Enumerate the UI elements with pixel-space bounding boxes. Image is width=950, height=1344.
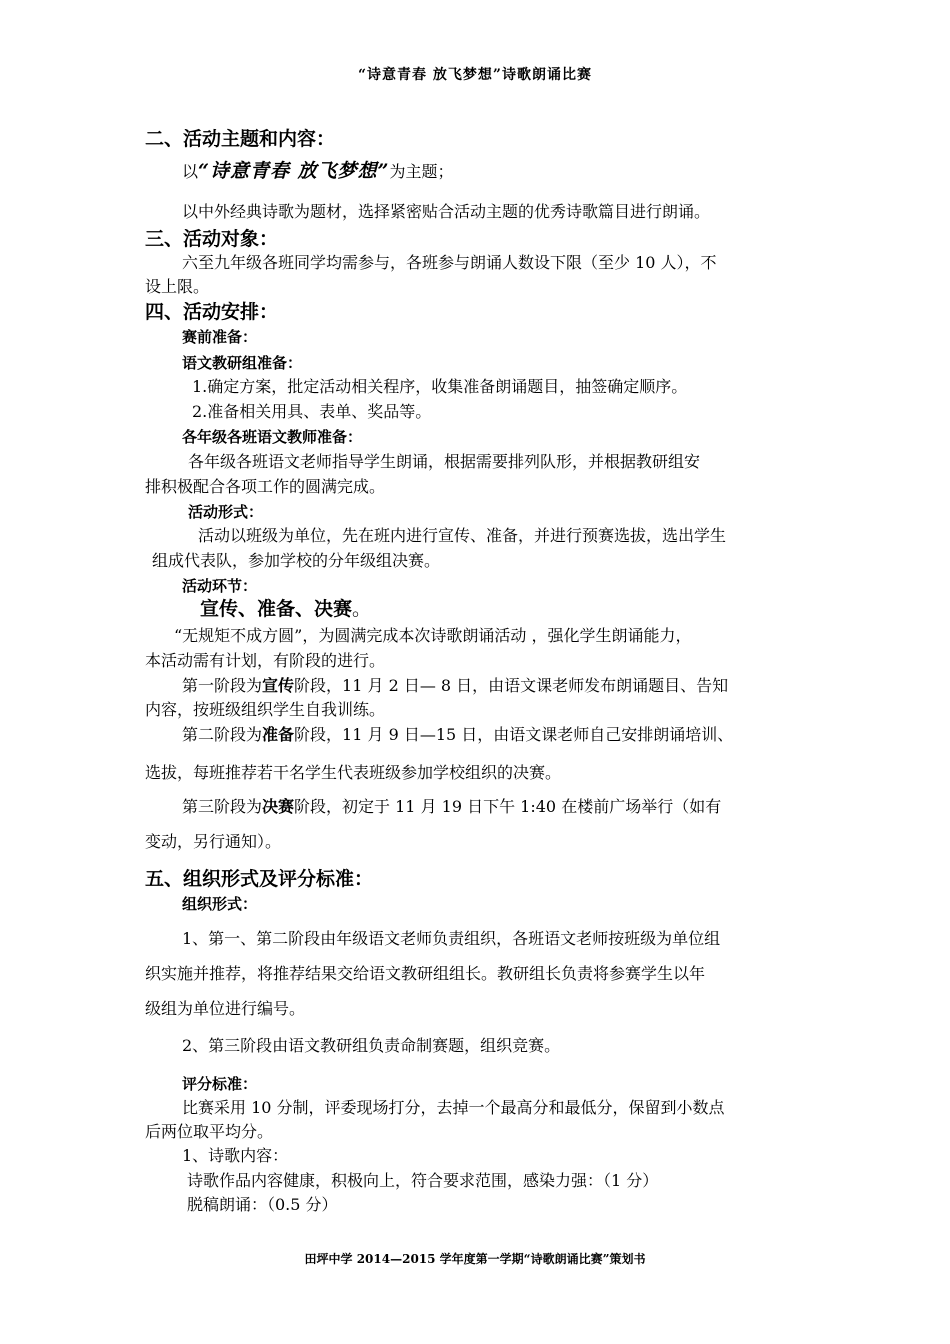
audience-line-2: 设上限。 — [145, 277, 210, 296]
teacher-prep-heading: 各年级各班语文教师准备： — [182, 428, 363, 446]
activity-steps-title — [200, 598, 371, 621]
theme-prefix: 以 — [182, 162, 199, 181]
org-2-line: 2、第三阶段由语文教研组负责命制赛题，组织竞赛。 — [182, 1036, 561, 1055]
rule-line-2: 本活动需有计划，有阶段的进行。 — [145, 651, 386, 670]
stage-3-detail: 阶段，初定于 11 月 19 日下午 1:40 在楼前广场举行（如有 — [294, 797, 722, 816]
page-footer: 田坪中学 2014—2015 学年度第一学期“诗歌朗诵比赛”策划书 — [304, 1252, 646, 1266]
stage-3-line-1 — [182, 796, 721, 818]
group-item-1: 1.确定方案，批定活动相关程序，收集准备朗诵题目，抽签确定顺序。 — [192, 377, 688, 396]
org-form-heading: 组织形式： — [182, 895, 258, 913]
scoring-item-1-line-1: 诗歌作品内容健康，积极向上，符合要求范围，感染力强：（1 分） — [187, 1171, 659, 1190]
org-1-line-3: 级组为单位进行编号。 — [145, 999, 306, 1018]
stage-1-key: 宣传 — [262, 676, 295, 695]
stage-2-prefix: 第二阶段为 — [182, 725, 263, 744]
activity-form-line-1: 活动以班级为单位，先在班内进行宣传、准备，并进行预赛选拔，选出学生 — [198, 526, 727, 545]
scoring-item-1-line-2: 脱稿朗诵：（0.5 分） — [187, 1195, 338, 1214]
scoring-heading: 评分标准： — [182, 1075, 258, 1093]
section-heading-audience: 三、活动对象： — [145, 228, 279, 250]
stage-2-line-2: 选拔，每班推荐若干名学生代表班级参加学校组织的决赛。 — [145, 763, 562, 782]
scoring-line-1: 比赛采用 10 分制，评委现场打分，去掉一个最高分和最低分，保留到小数点 — [182, 1098, 725, 1117]
stage-1-detail: 阶段，11 月 2 日— 8 日，由语文课老师发布朗诵题目、告知 — [294, 676, 729, 695]
activity-steps-heading: 活动环节： — [182, 577, 258, 595]
section-heading-theme: 二、活动主题和内容： — [145, 128, 336, 150]
stage-3-line-2: 变动，另行通知）。 — [145, 832, 282, 851]
theme-line — [182, 160, 454, 183]
theme-text: “诗意青春 放飞梦想” — [198, 160, 390, 182]
content-line: 以中外经典诗歌为题材，选择紧密贴合活动主题的优秀诗歌篇目进行朗诵。 — [182, 202, 711, 221]
group-prep-heading: 语文教研组准备： — [182, 354, 303, 372]
steps-title-period: 。 — [352, 598, 372, 620]
theme-suffix: 为主题； — [389, 162, 454, 181]
stage-1-prefix: 第一阶段为 — [182, 676, 263, 695]
org-1-line-2: 织实施并推荐，将推荐结果交给语文教研组组长。教研组长负责将参赛学生以年 — [145, 964, 706, 983]
stage-1-line-1 — [182, 675, 728, 697]
stage-3-key: 决赛 — [262, 797, 295, 816]
steps-title-text: 宣传、准备、决赛 — [200, 598, 353, 620]
prep-heading: 赛前准备： — [182, 328, 258, 346]
stage-3-prefix: 第三阶段为 — [182, 797, 263, 816]
teacher-prep-line-2: 排积极配合各项工作的圆满完成。 — [145, 477, 386, 496]
audience-line-1: 六至九年级各班同学均需参与，各班参与朗诵人数设下限（至少 10 人），不 — [182, 253, 717, 272]
scoring-line-2: 后两位取平均分。 — [145, 1122, 274, 1141]
activity-form-heading: 活动形式： — [188, 503, 264, 521]
scoring-item-1-heading: 1、诗歌内容： — [182, 1146, 289, 1165]
group-item-2: 2.准备相关用具、表单、奖品等。 — [192, 402, 432, 421]
stage-2-line-1 — [182, 724, 733, 746]
stage-1-line-2: 内容，按班级组织学生自我训练。 — [145, 700, 386, 719]
teacher-prep-line-1: 各年级各班语文老师指导学生朗诵，根据需要排列队形，并根据教研组安 — [188, 452, 701, 471]
rule-line-1: “无规矩不成方圆”，为圆满完成本次诗歌朗诵活动 ，强化学生朗诵能力， — [174, 626, 692, 645]
section-heading-organization: 五、组织形式及评分标准： — [145, 868, 374, 890]
org-1-line-1: 1、第一、第二阶段由年级语文老师负责组织，各班语文老师按班级为单位组 — [182, 929, 721, 948]
activity-form-line-2: 组成代表队，参加学校的分年级组决赛。 — [152, 551, 441, 570]
stage-2-detail: 阶段，11 月 9 日—15 日，由语文课老师自己安排朗诵培训、 — [294, 725, 734, 744]
page-header: “诗意青春 放飞梦想”诗歌朗诵比赛 — [358, 67, 592, 83]
section-heading-arrangement: 四、活动安排： — [145, 301, 279, 323]
stage-2-key: 准备 — [262, 725, 295, 744]
